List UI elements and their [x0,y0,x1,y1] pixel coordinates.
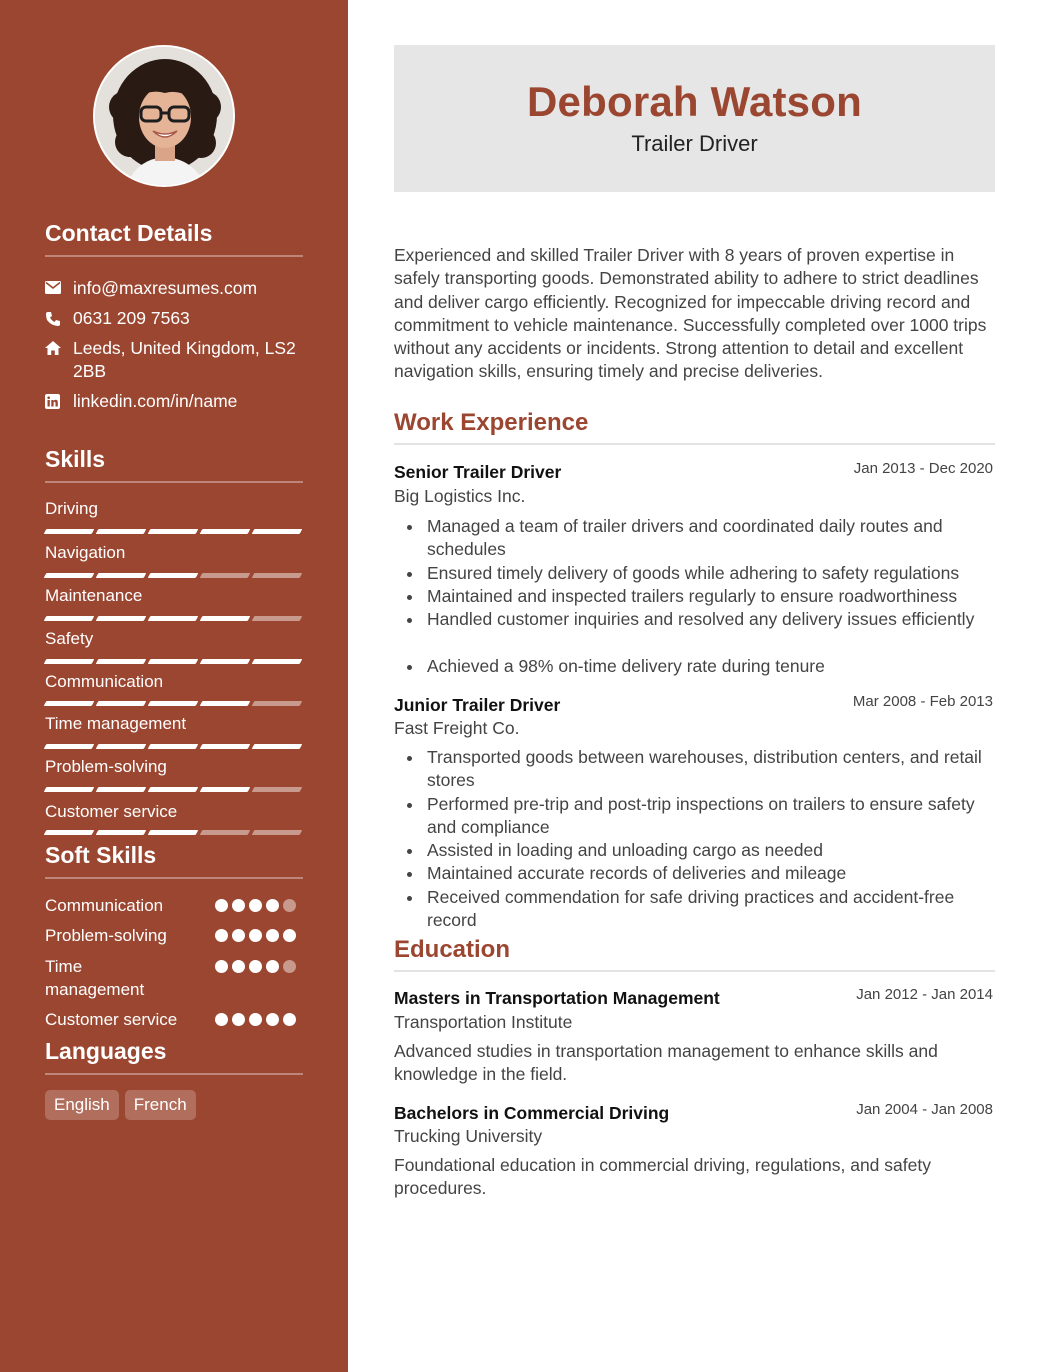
skill-bar-filled [148,659,199,664]
rating-dot-filled [249,899,262,912]
profile-summary: Experienced and skilled Trailer Driver with 8 years of proven expertise in safely transporting goods. Demonstrated ability to adhere to strict deadlines and deliver cargo efficiently. Recognized for impeccable driving record and commitment to vehicle maintenance. Successfully completed over 1000 trips without any accidents or incidents. Strong attention to detail and excellent navigation skills, ensuring timely and precise deliveries. [394,245,987,382]
soft-skill-name: Communication [45,896,164,915]
skill-level-bars [45,529,301,534]
job-company: Big Logistics Inc. [394,486,526,506]
soft-skill-dots [215,1013,305,1026]
language-tag: English [45,1090,119,1120]
skill-item [45,801,303,823]
rating-dot-filled [283,929,296,942]
job-title: Junior Trailer Driver [394,695,561,715]
soft-skill-dots [215,929,305,942]
candidate-title: Trailer Driver [631,131,758,156]
skill-bar-filled [252,529,303,534]
envelope-icon [45,277,73,300]
soft-skills-list [45,894,303,1039]
languages-list [45,1090,303,1130]
job-bullet: Handled customer inquiries and resolved any delivery issues efficiently [394,608,994,631]
skill-bar-empty [200,830,251,835]
skill-bar-filled [148,529,199,534]
skill-level-bars [45,616,301,621]
job-title: Senior Trailer Driver [394,462,562,482]
rating-dot-filled [249,1013,262,1026]
skill-bar-empty [252,573,303,578]
skill-bar-filled [96,701,147,706]
rating-dot-filled [215,929,228,942]
skill-level-bars [45,787,301,792]
skill-bar-filled [252,659,303,664]
education-degree: Bachelors in Commercial Driving [394,1103,670,1123]
job-bullets [394,515,994,679]
skill-bar-filled [200,659,251,664]
name-header [394,45,995,192]
skill-bar-filled [200,529,251,534]
skill-bar-filled [44,659,95,664]
skill-name: Customer service [45,802,178,821]
rating-dot-filled [266,929,279,942]
skill-bar-filled [44,573,95,578]
skill-bar-filled [44,787,95,792]
skill-item [45,671,303,693]
contact-linkedin[interactable] [45,390,303,413]
rating-dot-empty [283,899,296,912]
rating-dot-filled [215,899,228,912]
skill-level-bars [45,830,301,835]
job-bullet: Achieved a 98% on-time delivery rate during tenure [394,655,994,678]
skill-bar-filled [148,573,199,578]
skill-bar-empty [200,573,251,578]
rating-dot-filled [215,1013,228,1026]
skill-bar-filled [148,744,199,749]
contact-list [45,277,303,417]
contact-email-text: info@maxresumes.com [73,278,258,298]
rating-dot-filled [232,960,245,973]
job-bullet: Performed pre-trip and post-trip inspections on trailers to ensure safety and compliance [394,793,994,840]
skills-section [45,446,303,483]
skill-item [45,628,303,650]
skill-level-bars [45,573,301,578]
contact-email[interactable] [45,277,303,300]
skill-item [45,756,303,778]
skill-level-bars [45,659,301,664]
skill-bar-filled [44,529,95,534]
skill-bar-filled [44,616,95,621]
languages-section [45,1038,303,1075]
rating-dot-filled [266,899,279,912]
job-bullet: Transported goods between warehouses, distribution centers, and retail stores [394,746,994,793]
skill-bar-filled [96,830,147,835]
skill-bar-filled [148,830,199,835]
education-school: Transportation Institute [394,1012,573,1032]
contact-heading: Contact Details [45,220,303,257]
skill-name: Problem-solving [45,757,167,776]
skill-bar-filled [200,744,251,749]
education-dates: Jan 2012 - Jan 2014 [856,986,993,1003]
phone-icon [45,307,73,330]
skills-heading: Skills [45,446,303,483]
skill-bar-filled [200,787,251,792]
skill-bar-filled [96,573,147,578]
contact-address-text: Leeds, United Kingdom, LS2 2BB [73,338,296,381]
soft-skill-dots [215,960,305,973]
skill-bar-empty [252,701,303,706]
skill-item [45,585,303,607]
rating-dot-empty [283,960,296,973]
rating-dot-filled [215,960,228,973]
education-description: Advanced studies in transportation management to enhance skills and knowledge in the field. [394,1041,938,1085]
job-bullet: Assisted in loading and unloading cargo as needed [394,839,994,862]
linkedin-icon [45,390,73,413]
skill-item [45,542,303,564]
soft-skill-name: Time management [45,957,145,999]
soft-skill-name: Problem-solving [45,926,167,945]
skill-name: Navigation [45,543,126,562]
skill-item [45,498,303,520]
contact-phone[interactable] [45,307,303,330]
job-company: Fast Freight Co. [394,718,520,738]
skill-bar-filled [96,744,147,749]
skill-name: Safety [45,629,94,648]
work-experience-heading: Work Experience [394,409,995,445]
skills-list [45,498,303,843]
job-bullet: Maintained accurate records of deliveries and mileage [394,862,994,885]
skill-name: Communication [45,672,164,691]
skill-name: Time management [45,714,187,733]
skill-bar-empty [252,616,303,621]
skill-bar-filled [148,616,199,621]
skill-bar-filled [96,616,147,621]
job-bullet: Ensured timely delivery of goods while adhering to safety regulations [394,562,994,585]
education-description: Foundational education in commercial driving, regulations, and safety procedures. [394,1155,931,1199]
rating-dot-filled [283,1013,296,1026]
skill-name: Maintenance [45,586,143,605]
profile-photo [93,45,235,187]
contact-linkedin-text: linkedin.com/in/name [73,391,238,411]
skill-level-bars [45,701,301,706]
rating-dot-filled [232,899,245,912]
skill-bar-filled [200,616,251,621]
language-tag: French [125,1090,196,1120]
education-degree: Masters in Transportation Management [394,988,720,1008]
contact-address [45,337,303,383]
skill-bar-filled [96,659,147,664]
rating-dot-filled [249,929,262,942]
job-bullet: Received commendation for safe driving practices and accident-free record [394,886,994,933]
skill-level-bars [45,744,301,749]
skill-bar-filled [44,830,95,835]
skill-bar-filled [96,529,147,534]
contact-section [45,220,303,257]
soft-skill-dots [215,899,305,912]
rating-dot-filled [232,1013,245,1026]
skill-item [45,713,303,735]
skill-bar-filled [44,744,95,749]
skill-bar-filled [252,744,303,749]
soft-skill-name: Customer service [45,1010,178,1029]
contact-phone-text: 0631 209 7563 [73,308,190,328]
skill-bar-empty [252,830,303,835]
soft-skills-section [45,842,303,879]
rating-dot-filled [266,1013,279,1026]
job-dates: Mar 2008 - Feb 2013 [852,693,993,710]
education-dates: Jan 2004 - Jan 2008 [856,1101,993,1118]
home-icon [45,337,73,383]
languages-heading: Languages [45,1038,303,1075]
job-dates: Jan 2013 - Dec 2020 [853,460,993,477]
job-bullets [394,746,994,932]
rating-dot-filled [266,960,279,973]
skill-bar-empty [252,787,303,792]
profile-photo-illustration [95,47,235,187]
candidate-name: Deborah Watson [527,78,862,125]
rating-dot-filled [232,929,245,942]
skill-bar-filled [200,701,251,706]
skill-bar-filled [148,787,199,792]
skill-bar-filled [44,701,95,706]
soft-skills-heading: Soft Skills [45,842,303,879]
skill-name: Driving [45,499,98,518]
skill-bar-filled [96,787,147,792]
skill-bar-filled [148,701,199,706]
education-heading: Education [394,936,995,972]
language-tags [45,1090,196,1120]
job-bullet: Maintained and inspected trailers regularly to ensure roadworthiness [394,585,994,608]
education-school: Trucking University [394,1126,543,1146]
sidebar [0,0,348,1372]
rating-dot-filled [249,960,262,973]
job-bullet: Managed a team of trailer drivers and coordinated daily routes and schedules [394,515,994,562]
